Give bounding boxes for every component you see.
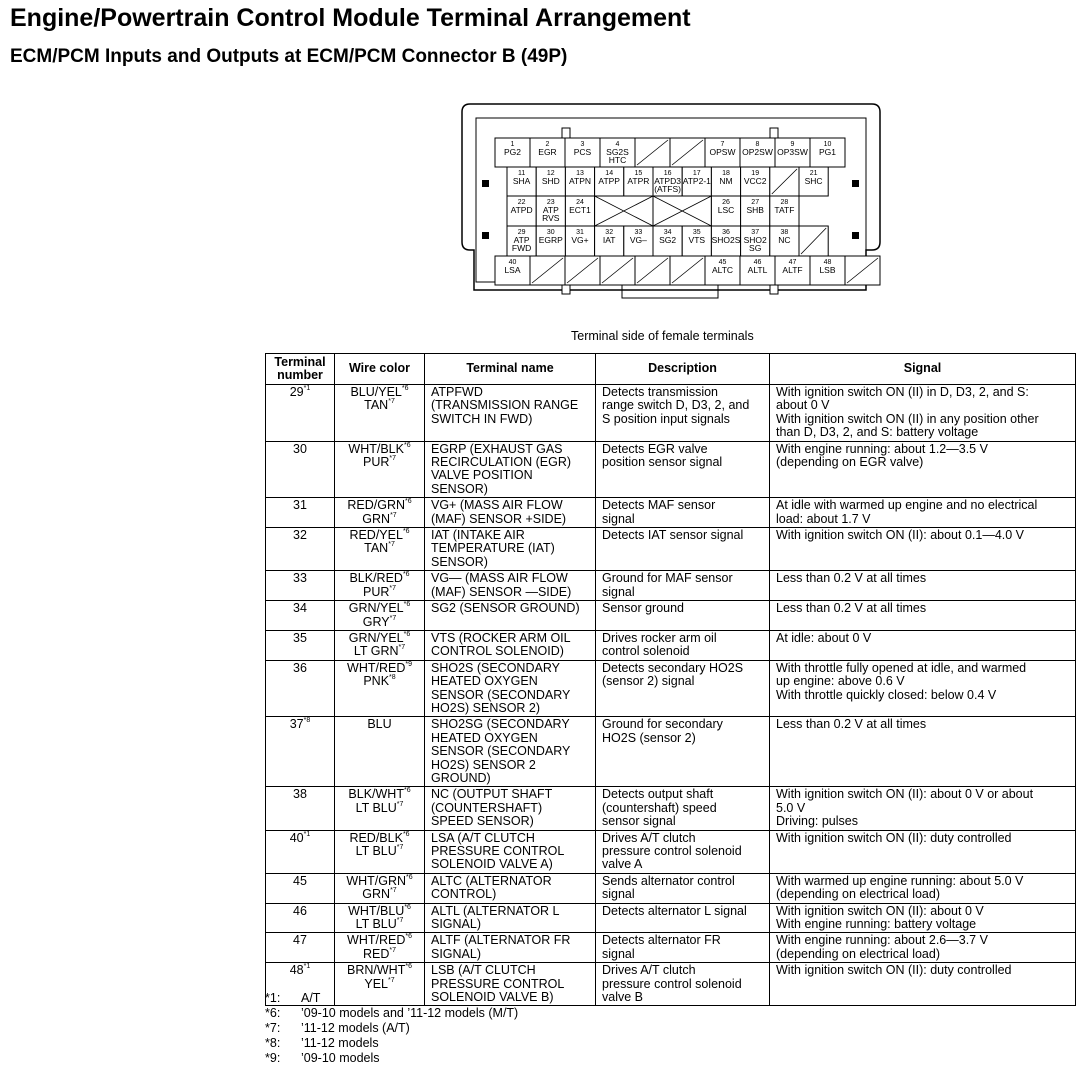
table-row [266, 571, 1076, 601]
terminal-number-label: 24 [576, 199, 584, 206]
terminal-signal-label: LSC [717, 205, 735, 215]
terminal-name: NC (OUTPUT SHAFT (COUNTERSHAFT) SPEED SENSOR) [425, 787, 596, 830]
terminal-signal: With ignition switch ON (II): about 0.1—4.0 V [770, 528, 1076, 571]
wire-color: RED/YEL$^{*6}$ TAN$^{*7}$ [335, 528, 425, 571]
page-subtitle: ECM/PCM Inputs and Outputs at ECM/PCM Connector B (49P) [10, 46, 568, 67]
terminal-signal-label: ATP [513, 235, 530, 245]
wire-color: WHT/GRN$^{*6}$ GRN$^{*7}$ [335, 873, 425, 903]
page-title: Engine/Powertrain Control Module Terminal Arrangement [10, 4, 691, 32]
terminal-number-label: 13 [576, 170, 584, 177]
terminal-signal-label: SHO2 [743, 235, 767, 245]
terminal-name: ALTF (ALTERNATOR FR SIGNAL) [425, 933, 596, 963]
terminal-signal: With ignition switch ON (II): about 0 V or about 5.0 V Driving: pulses [770, 787, 1076, 830]
terminal-signal-label: VCC2 [743, 176, 767, 186]
terminal-description: Detects alternator L signal [596, 903, 770, 933]
terminal-name: VG— (MASS AIR FLOW (MAF) SENSOR —SIDE) [425, 571, 596, 601]
terminal-number-label: 23 [546, 199, 555, 206]
footnote: *1: A/T [265, 991, 321, 1005]
terminal-signal-label: (ATFS) [654, 184, 681, 194]
terminal-signal-label: ALTC [711, 265, 734, 275]
terminal-number-label: 11 [517, 170, 526, 177]
terminal-number-label: 47 [788, 259, 797, 266]
terminal-signal-label: IAT [602, 235, 616, 245]
terminal-signal-label: ATP2-1 [682, 176, 711, 186]
terminal-name: ATPFWD (TRANSMISSION RANGE SWITCH IN FWD) [425, 385, 596, 442]
terminal-signal: With engine running: about 1.2—3.5 V (depending on EGR valve) [770, 441, 1076, 498]
terminal-signal-label: ALTF [782, 265, 803, 275]
terminal-name: IAT (INTAKE AIR TEMPERATURE (IAT) SENSOR) [425, 528, 596, 571]
terminal-signal-label: VTS [688, 235, 706, 245]
terminal-description: Sends alternator control signal [596, 873, 770, 903]
terminal-number-label: 38 [780, 229, 789, 236]
terminal-signal-label: NM [719, 176, 733, 186]
terminal-name: ALTC (ALTERNATOR CONTROL) [425, 873, 596, 903]
table-row [266, 630, 1076, 660]
key-tab-top-right [770, 128, 778, 138]
wire-color: WHT/RED$^{*6}$ RED$^{*7}$ [335, 933, 425, 963]
col-header-terminal-name: Terminal name [425, 354, 596, 385]
terminal-number-label: 31 [576, 229, 584, 236]
terminal-signal-label: PCS [573, 147, 592, 157]
table-row [266, 717, 1076, 787]
terminal-number-label: 33 [634, 229, 643, 236]
wire-color: BRN/WHT$^{*6}$ YEL$^{*7}$ [335, 963, 425, 1006]
col-header-description: Description [596, 354, 770, 385]
terminal-number-label: 40 [508, 259, 517, 266]
wire-color: GRN/YEL$^{*6}$ GRY$^{*7}$ [335, 601, 425, 631]
wire-color: RED/GRN$^{*6}$ GRN$^{*7}$ [335, 498, 425, 528]
terminal-name: LSB (A/T CLUTCH PRESSURE CONTROL SOLENOID VALVE B) [425, 963, 596, 1006]
footnote: *9: ’09-10 models [265, 1051, 380, 1065]
terminal-signal: With ignition switch ON (II): duty controlled [770, 830, 1076, 873]
terminal-number-label: 3 [580, 141, 585, 148]
latch-right-bottom [852, 232, 859, 239]
terminal-signal-label: SHB [746, 205, 764, 215]
col-header-terminal-number: Terminal number [266, 354, 335, 385]
terminal-number-label: 21 [809, 170, 818, 177]
terminal-signal-label: SG [749, 243, 762, 253]
terminal-signal-label: TATF [774, 205, 795, 215]
terminal-signal-label: HTC [608, 155, 627, 165]
terminal-number: 33 [266, 571, 335, 601]
terminal-description: Detects output shaft (countershaft) speed sensor signal [596, 787, 770, 830]
footnote: *7: ’11-12 models (A/T) [265, 1021, 410, 1035]
terminal-number-label: 45 [718, 259, 727, 266]
terminal-number-label: 15 [634, 170, 643, 177]
terminal-signal: With ignition switch ON (II): about 0 V With engine running: battery voltage [770, 903, 1076, 933]
terminal-name: SHO2SG (SECONDARY HEATED OXYGEN SENSOR (SECONDARY HO2S) SENSOR 2 GROUND) [425, 717, 596, 787]
terminal-signal-label: OP2SW [742, 147, 773, 157]
terminal-number: 32 [266, 528, 335, 571]
terminal-number-label: 2 [545, 141, 550, 148]
terminal-number-label: 26 [722, 199, 730, 206]
key-tab-top-left [562, 128, 570, 138]
table-row [266, 660, 1076, 717]
terminal-signal: With warmed up engine running: about 5.0 V (depending on electrical load) [770, 873, 1076, 903]
terminal-number-label: 37 [751, 229, 760, 236]
terminal-signal: At idle: about 0 V [770, 630, 1076, 660]
terminal-number-label: 27 [751, 199, 760, 206]
terminal-signal-label: ATP [542, 205, 559, 215]
terminal-signal-label: ATPD [510, 205, 533, 215]
terminal-signal-label: SHC [804, 176, 823, 186]
terminal-number: 34 [266, 601, 335, 631]
terminal-signal-label: ATPD3 [654, 176, 681, 186]
terminal-number: 35 [266, 630, 335, 660]
terminal-number: 46 [266, 903, 335, 933]
terminal-number-label: 35 [692, 229, 701, 236]
terminal-name: VTS (ROCKER ARM OIL CONTROL SOLENOID) [425, 630, 596, 660]
terminal-number-label: 48 [823, 259, 832, 266]
terminal-number-label: 7 [720, 141, 725, 148]
terminal-number-label: 22 [517, 199, 526, 206]
terminal-signal-label: FWD [511, 243, 532, 253]
terminal-signal: With engine running: about 2.6—3.7 V (depending on electrical load) [770, 933, 1076, 963]
terminal-number: 31 [266, 498, 335, 528]
terminal-signal-label: EGR [538, 147, 557, 157]
table-row [266, 441, 1076, 498]
terminal-number: 37$^{*8}$ [266, 717, 335, 787]
terminal-number-label: 9 [790, 141, 795, 148]
terminal-number-label: 17 [692, 170, 701, 177]
terminal-number: 45 [266, 873, 335, 903]
terminal-signal-label: ECT1 [569, 205, 591, 215]
terminal-number: 40$^{*1}$ [266, 830, 335, 873]
wire-color: BLK/RED$^{*6}$ PUR$^{*7}$ [335, 571, 425, 601]
terminal-description: Detects transmission range switch D, D3, 2, and S position input signals [596, 385, 770, 442]
table-row [266, 787, 1076, 830]
terminal-signal: Less than 0.2 V at all times [770, 601, 1076, 631]
terminal-signal-label: SG2S [606, 147, 629, 157]
footnote: *8: ’11-12 models [265, 1036, 379, 1050]
terminal-number-label: 36 [722, 229, 730, 236]
wire-color: WHT/RED$^{*9}$ PNK$^{*8}$ [335, 660, 425, 717]
terminal-signal: With ignition switch ON (II): duty controlled [770, 963, 1076, 1006]
terminal-number-label: 29 [517, 229, 526, 236]
terminal-number: 38 [266, 787, 335, 830]
terminal-number-label: 34 [663, 229, 672, 236]
terminal-number-label: 1 [510, 141, 515, 148]
terminal-signal-label: VG+ [571, 235, 589, 245]
terminal-number: 30 [266, 441, 335, 498]
terminal-description: Drives rocker arm oil control solenoid [596, 630, 770, 660]
terminal-description: Sensor ground [596, 601, 770, 631]
table-row [266, 933, 1076, 963]
wire-color: WHT/BLK$^{*6}$ PUR$^{*7}$ [335, 441, 425, 498]
terminal-description: Ground for MAF sensor signal [596, 571, 770, 601]
table-row [266, 830, 1076, 873]
terminal-signal-label: OP3SW [777, 147, 808, 157]
terminal-signal-label: ATPP [598, 176, 620, 186]
terminal-signal-label: LSB [819, 265, 836, 275]
terminal-table [265, 353, 1076, 1006]
terminal-signal-label: ALTL [747, 265, 768, 275]
terminal-signal-label: VG– [629, 235, 647, 245]
latch-left-top [482, 180, 489, 187]
wire-color: BLK/WHT$^{*6}$ LT BLU$^{*7}$ [335, 787, 425, 830]
terminal-number-label: 14 [605, 170, 614, 177]
table-row [266, 601, 1076, 631]
footnote: *6: ’09-10 models and ’11-12 models (M/T) [265, 1006, 519, 1020]
col-header-signal: Signal [770, 354, 1076, 385]
terminal-number-label: 18 [722, 170, 730, 177]
diagram-caption: Terminal side of female terminals [571, 329, 754, 343]
terminal-description: Detects MAF sensor signal [596, 498, 770, 528]
connector-diagram [0, 0, 1086, 330]
terminal-signal-label: SG2 [659, 235, 677, 245]
terminal-signal: With throttle fully opened at idle, and warmed up engine: above 0.6 V With throttle quickly closed: below 0.4 V [770, 660, 1076, 717]
terminal-signal-label: NC [778, 235, 791, 245]
terminal-name: SG2 (SENSOR GROUND) [425, 601, 596, 631]
col-header-wire-color: Wire color [335, 354, 425, 385]
terminal-name: VG+ (MASS AIR FLOW (MAF) SENSOR +SIDE) [425, 498, 596, 528]
terminal-signal-label: PG1 [818, 147, 837, 157]
table-row [266, 385, 1076, 442]
terminal-description: Detects secondary HO2S (sensor 2) signal [596, 660, 770, 717]
terminal-description: Ground for secondary HO2S (sensor 2) [596, 717, 770, 787]
terminal-signal-label: ATPR [627, 176, 650, 186]
footnotes [265, 991, 518, 1066]
terminal-signal-label: SHD [541, 176, 560, 186]
terminal-name: SHO2S (SECONDARY HEATED OXYGEN SENSOR (SECONDARY HO2S) SENSOR 2) [425, 660, 596, 717]
terminal-number-label: 28 [780, 199, 789, 206]
terminal-signal: With ignition switch ON (II) in D, D3, 2, and S: about 0 V With ignition switch ON (II) in any position other than D, D3, 2, and S: battery voltage [770, 385, 1076, 442]
terminal-number-label: 10 [823, 141, 832, 148]
terminal-signal-label: LSA [504, 265, 521, 275]
terminal-signal: Less than 0.2 V at all times [770, 717, 1076, 787]
terminal-number-label: 12 [546, 170, 555, 177]
terminal-number-label: 16 [663, 170, 672, 177]
wire-color: RED/BLK$^{*6}$ LT BLU$^{*7}$ [335, 830, 425, 873]
terminal-description: Detects EGR valve position sensor signal [596, 441, 770, 498]
terminal-signal-label: ATPN [568, 176, 592, 186]
table-row [266, 873, 1076, 903]
terminal-number-label: 8 [755, 141, 760, 148]
terminal-number-label: 4 [615, 141, 620, 148]
table-header-row [266, 354, 1076, 385]
terminal-number-label: 32 [605, 229, 614, 236]
terminal-name: EGRP (EXHAUST GAS RECIRCULATION (EGR) VALVE POSITION SENSOR) [425, 441, 596, 498]
terminal-description: Detects alternator FR signal [596, 933, 770, 963]
terminal-signal-label: OPSW [709, 147, 736, 157]
terminal-signal: Less than 0.2 V at all times [770, 571, 1076, 601]
terminal-number: 36 [266, 660, 335, 717]
terminal-number: 47 [266, 933, 335, 963]
wire-color: WHT/BLU$^{*6}$ LT BLU$^{*7}$ [335, 903, 425, 933]
wire-color: GRN/YEL$^{*6}$ LT GRN$^{*7}$ [335, 630, 425, 660]
terminal-description: Detects IAT sensor signal [596, 528, 770, 571]
terminal-number-label: 30 [546, 229, 555, 236]
terminal-signal-label: EGRP [538, 235, 563, 245]
terminal-signal-label: RVS [542, 213, 560, 223]
terminal-name: ALTL (ALTERNATOR L SIGNAL) [425, 903, 596, 933]
terminal-number: 48$^{*1}$ [266, 963, 335, 1006]
table-row [266, 498, 1076, 528]
table-row [266, 528, 1076, 571]
terminal-number-label: 19 [751, 170, 760, 177]
wire-color: BLU/YEL$^{*6}$ TAN$^{*7}$ [335, 385, 425, 442]
latch-right-top [852, 180, 859, 187]
terminal-signal-label: PG2 [503, 147, 522, 157]
terminal-name: LSA (A/T CLUTCH PRESSURE CONTROL SOLENOID VALVE A) [425, 830, 596, 873]
terminal-description: Drives A/T clutch pressure control solenoid valve B [596, 963, 770, 1006]
terminal-signal: At idle with warmed up engine and no electrical load: about 1.7 V [770, 498, 1076, 528]
latch-left-bottom [482, 232, 489, 239]
terminal-description: Drives A/T clutch pressure control solenoid valve A [596, 830, 770, 873]
terminal-signal-label: SHA [512, 176, 531, 186]
wire-color: BLU [335, 717, 425, 787]
key-tab-bottom-center [622, 285, 718, 298]
terminal-number-label: 46 [753, 259, 762, 266]
terminal-signal-label: SHO2S [711, 235, 741, 245]
table-row [266, 903, 1076, 933]
terminal-number: 29$^{*1}$ [266, 385, 335, 442]
